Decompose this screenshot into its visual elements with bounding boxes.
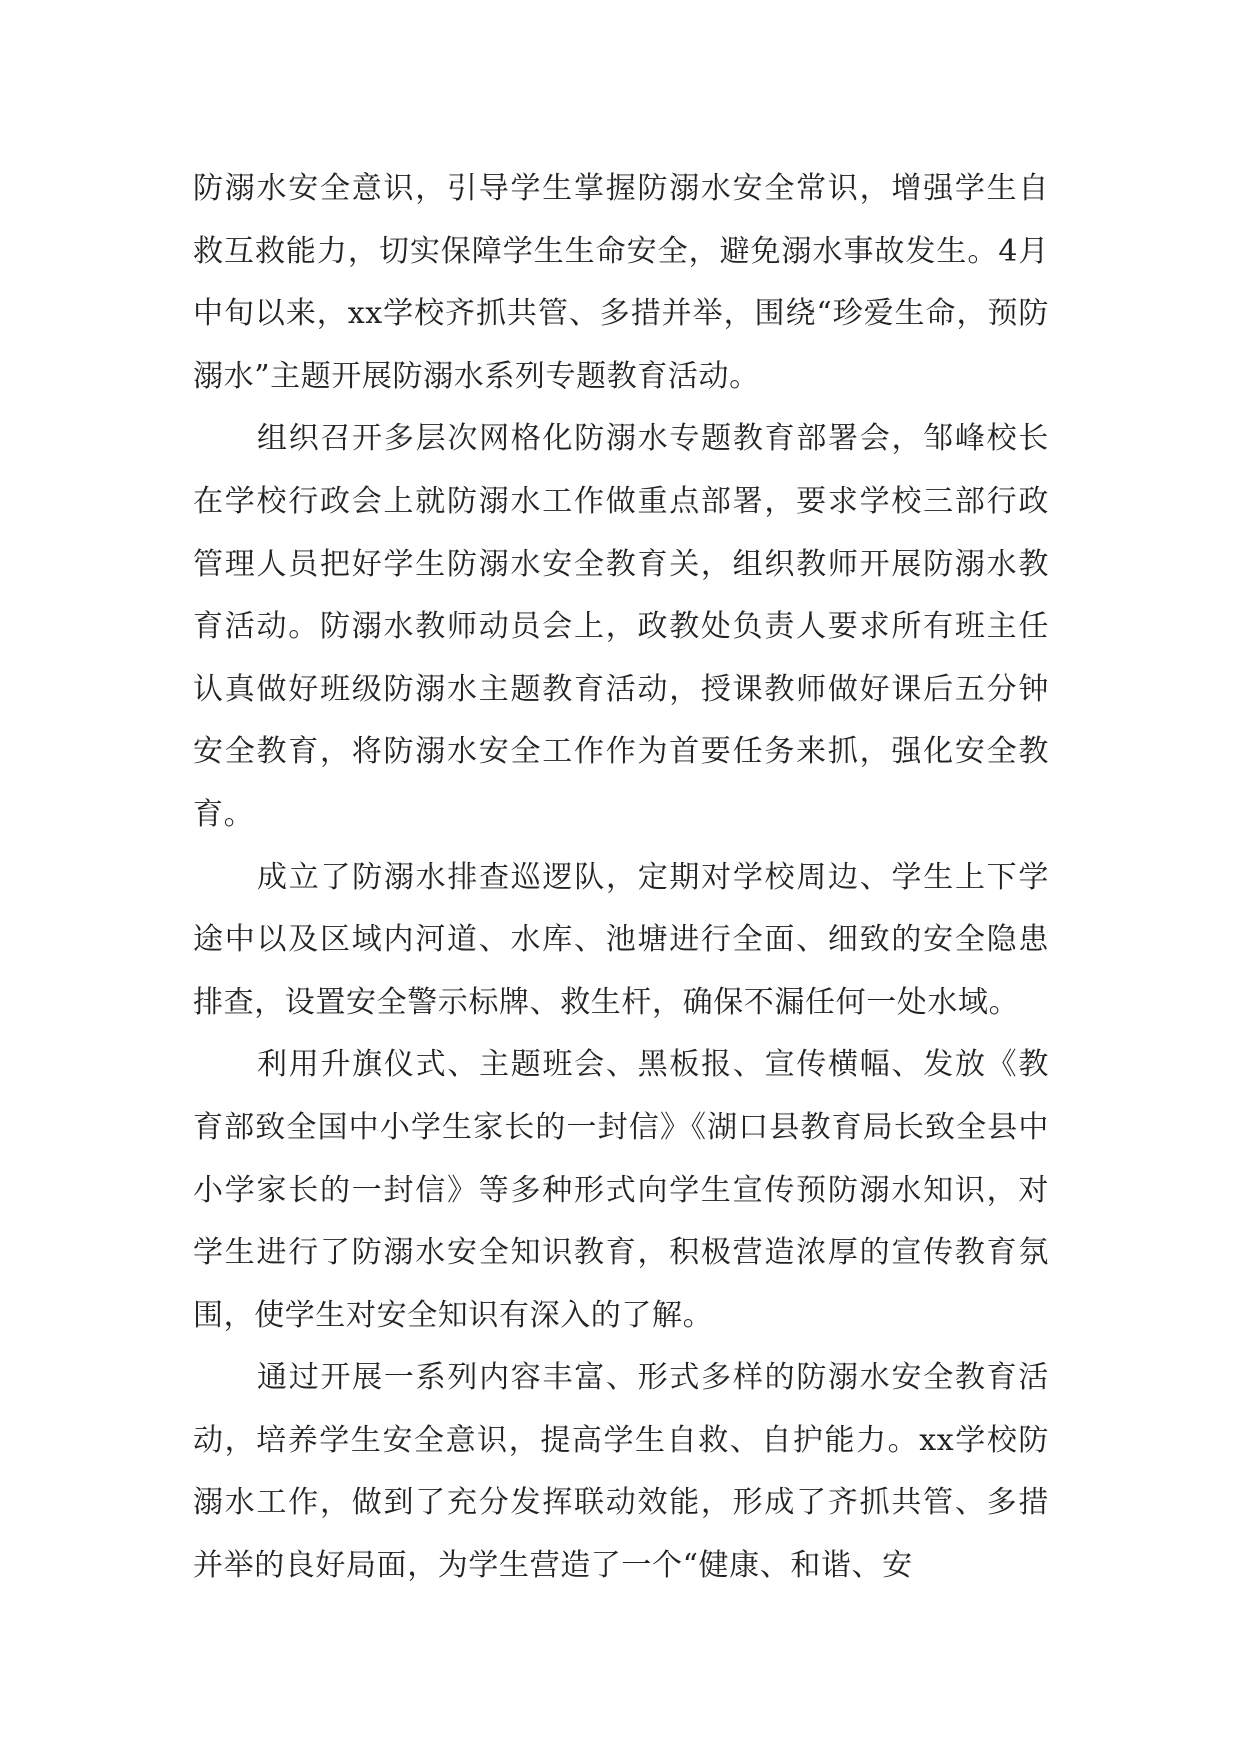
paragraph-summary: 通过开展一系列内容丰富、形式多样的防溺水安全教育活动，培养学生安全意识，提高学生自救、自护能力。xx学校防溺水工作，做到了充分发挥联动效能，形成了齐抓共管、多措并举的良好局面，为学生营造了一个“健康、和谐、安 xyxy=(193,1360,1049,1584)
document-body xyxy=(193,158,1049,1598)
paragraph-intro: 防溺水安全意识，引导学生掌握防溺水安全常识，增强学生自救互救能力，切实保障学生生命安全，避免溺水事故发生。4月中旬以来，xx学校齐抓共管、多措并举，围绕“珍爱生命，预防溺水”主题开展防溺水系列专题教育活动。 xyxy=(193,171,1049,394)
paragraph-patrol-team: 成立了防溺水排查巡逻队，定期对学校周边、学生上下学途中以及区域内河道、水库、池塘进行全面、细致的安全隐患排查，设置安全警示标牌、救生杆，确保不漏任何一处水域。 xyxy=(193,859,1049,1020)
paragraph-publicity: 利用升旗仪式、主题班会、黑板报、宣传横幅、发放《教育部致全国中小学生家长的一封信》《湖口县教育局长致全县中小学家长的一封信》等多种形式向学生宣传预防溺水知识，对学生进行了防溺水安全知识教育，积极营造浓厚的宣传教育氛围，使学生对安全知识有深入的了解。 xyxy=(193,1047,1049,1333)
paragraph-deployment-meeting: 组织召开多层次网格化防溺水专题教育部署会，邹峰校长在学校行政会上就防溺水工作做重点部署，要求学校三部行政管理人员把好学生防溺水安全教育关，组织教师开展防溺水教育活动。防溺水教师动员会上，政教处负责人要求所有班主任认真做好班级防溺水主题教育活动，授课教师做好课后五分钟安全教育，将防溺水安全工作作为首要任务来抓，强化安全教育。 xyxy=(193,421,1049,832)
